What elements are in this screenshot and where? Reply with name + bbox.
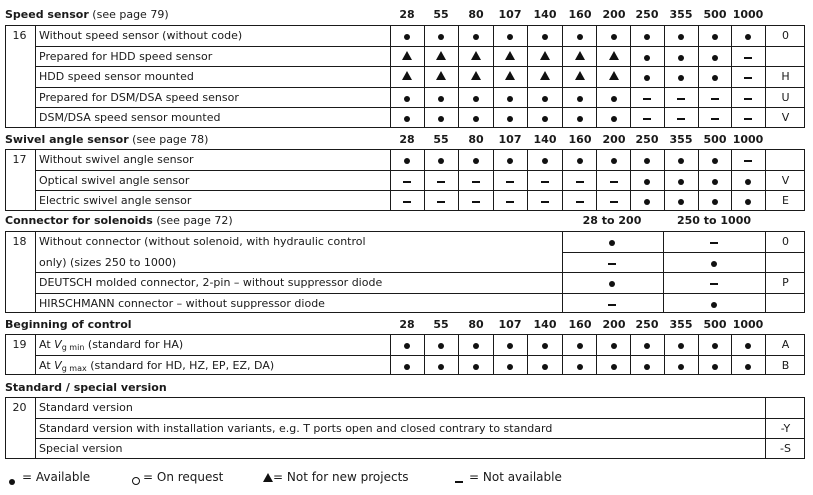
row-divider [35, 190, 805, 191]
not-available-dash [671, 113, 691, 124]
available-dot [637, 52, 657, 63]
legend-dash-icon [449, 476, 469, 487]
not-available-dash [602, 258, 622, 269]
available-dot [431, 93, 451, 104]
cell-divider [562, 25, 563, 128]
available-dot [705, 72, 725, 83]
not-available-dash [535, 176, 555, 187]
section-title-bold: Beginning of control [5, 318, 132, 331]
available-dot [500, 113, 520, 124]
section-title-note: (see page 72) [152, 214, 233, 227]
available-dot [397, 93, 417, 104]
available-dot [604, 340, 624, 351]
size-header: 80 [468, 318, 484, 331]
available-dot [704, 299, 724, 310]
size-header: 160 [568, 318, 592, 331]
not-available-dash [431, 176, 451, 187]
not-for-new-triangle [500, 71, 520, 82]
number-column-divider [35, 25, 36, 128]
section-title-bold: Connector for solenoids [5, 214, 153, 227]
size-header: 500 [703, 318, 727, 331]
size-header: 140 [533, 318, 557, 331]
available-dot [431, 113, 451, 124]
size-header: 250 [635, 8, 659, 21]
available-dot [705, 155, 725, 166]
size-header: 140 [533, 8, 557, 21]
available-dot [637, 340, 657, 351]
not-available-dash [466, 176, 486, 187]
available-dot [466, 340, 486, 351]
not-for-new-triangle [604, 71, 624, 82]
size-header: 355 [669, 133, 693, 146]
size-header: 107 [498, 8, 522, 21]
size-header: 55 [433, 8, 449, 21]
section-title [5, 214, 233, 227]
cell-divider [596, 149, 597, 211]
row-divider [35, 46, 805, 47]
group-header: 28 to 200 [582, 214, 642, 227]
available-dot [431, 340, 451, 351]
option-label: Prepared for HDD speed sensor [39, 49, 213, 63]
option-code: V [781, 111, 790, 124]
cell-divider [527, 149, 528, 211]
available-dot [466, 155, 486, 166]
available-dot [431, 31, 451, 42]
not-available-dash [570, 176, 590, 187]
option-code: U [781, 90, 790, 104]
cell-divider [731, 149, 732, 211]
not-for-new-triangle [431, 51, 451, 62]
size-header: 500 [703, 133, 727, 146]
not-available-dash [637, 93, 657, 104]
option-label: HDD speed sensor mounted [39, 70, 194, 83]
not-available-dash [738, 72, 758, 83]
code-column-divider [765, 25, 766, 128]
section-title [5, 133, 208, 146]
option-number: 18 [12, 235, 27, 248]
label-suffix: (standard for HD, HZ, EP, EZ, DA) [86, 358, 275, 372]
available-dot [671, 361, 691, 372]
size-header: 1000 [732, 318, 764, 331]
number-column-divider [35, 149, 36, 211]
available-dot [397, 155, 417, 166]
available-dot [602, 278, 622, 289]
section-title-note: (see page 79) [88, 8, 169, 21]
option-code: -S [780, 442, 791, 455]
available-dot [671, 196, 691, 207]
cell-divider [424, 149, 425, 211]
cell-divider [698, 25, 699, 128]
available-dot [738, 176, 758, 187]
not-available-dash [704, 237, 724, 248]
size-header: 55 [433, 318, 449, 331]
not-available-dash [397, 176, 417, 187]
cell-divider [664, 149, 665, 211]
size-header: 28 [399, 8, 415, 21]
size-header: 500 [703, 8, 727, 21]
cell-divider [527, 25, 528, 128]
cell-divider [493, 149, 494, 211]
option-code: H [781, 70, 790, 83]
available-dot [570, 93, 590, 104]
available-dot [535, 361, 555, 372]
available-dot [637, 155, 657, 166]
not-for-new-triangle [466, 51, 486, 62]
not-for-new-triangle [466, 71, 486, 82]
not-available-dash [604, 196, 624, 207]
size-header: 200 [602, 318, 626, 331]
available-dot [397, 361, 417, 372]
available-dot [535, 93, 555, 104]
cell-divider [390, 149, 391, 211]
not-for-new-triangle [570, 51, 590, 62]
option-code: P [782, 276, 789, 289]
not-available-dash [738, 113, 758, 124]
label-suffix: (standard for HA) [84, 338, 184, 351]
available-dot [705, 31, 725, 42]
option-label: Special version [39, 442, 123, 455]
size-header: 1000 [732, 8, 764, 21]
number-column-divider [35, 397, 36, 459]
not-for-new-triangle [604, 51, 624, 62]
available-dot [570, 340, 590, 351]
option-code: E [782, 194, 789, 207]
row-divider [35, 438, 805, 439]
available-dot [705, 176, 725, 187]
cell-divider [493, 25, 494, 128]
size-header: 355 [669, 8, 693, 21]
available-dot [500, 31, 520, 42]
size-header: 200 [602, 8, 626, 21]
available-dot [637, 361, 657, 372]
available-dot [535, 31, 555, 42]
available-dot [738, 31, 758, 42]
available-dot [705, 340, 725, 351]
section-title-bold: Speed sensor [5, 8, 89, 21]
option-code: A [781, 338, 790, 351]
section-title [5, 381, 167, 394]
available-dot [466, 113, 486, 124]
option-label: DEUTSCH molded connector, 2-pin – without suppressor diode [39, 276, 383, 289]
row-divider [35, 66, 805, 67]
cell-divider [698, 149, 699, 211]
option-label [39, 338, 183, 352]
not-available-dash [466, 196, 486, 207]
available-dot [570, 31, 590, 42]
available-dot [466, 31, 486, 42]
available-dot [705, 196, 725, 207]
not-available-dash [500, 196, 520, 207]
section-title [5, 8, 169, 21]
available-dot [604, 155, 624, 166]
not-available-dash [704, 278, 724, 289]
row-divider [35, 355, 805, 356]
label-variable: V [54, 358, 62, 372]
size-header: 28 [399, 318, 415, 331]
available-dot [671, 155, 691, 166]
size-header: 160 [568, 133, 592, 146]
size-header: 28 [399, 133, 415, 146]
not-for-new-triangle [535, 51, 555, 62]
code-column-divider [765, 149, 766, 211]
option-label: Optical swivel angle sensor [39, 173, 190, 187]
not-available-dash [570, 196, 590, 207]
available-dot [671, 176, 691, 187]
option-label: only) (sizes 250 to 1000) [39, 255, 177, 269]
available-dot [637, 196, 657, 207]
row-divider [35, 293, 805, 294]
available-dot [671, 340, 691, 351]
not-available-dash [637, 113, 657, 124]
option-label: Without connector (without solenoid, with hydraulic control [39, 235, 366, 248]
code-column-divider [765, 397, 766, 459]
label-prefix: At [39, 358, 55, 372]
option-code: 0 [782, 235, 789, 248]
size-header: 200 [602, 133, 626, 146]
cell-divider [630, 149, 631, 211]
available-dot [535, 113, 555, 124]
size-header: 107 [498, 133, 522, 146]
available-dot [500, 93, 520, 104]
available-dot [535, 340, 555, 351]
cell-divider [630, 25, 631, 128]
row-divider [35, 87, 805, 88]
available-dot [604, 93, 624, 104]
available-dot [500, 155, 520, 166]
size-header: 1000 [732, 133, 764, 146]
available-dot [738, 340, 758, 351]
legend-available: = Available [22, 470, 91, 484]
available-dot [500, 361, 520, 372]
size-header: 250 [635, 318, 659, 331]
not-available-dash [604, 176, 624, 187]
cell-divider [458, 149, 459, 211]
option-code: 0 [782, 29, 789, 42]
row-divider [35, 107, 805, 108]
cell-divider [562, 149, 563, 211]
size-header: 160 [568, 8, 592, 21]
available-dot [535, 155, 555, 166]
available-dot [705, 52, 725, 63]
available-dot [637, 176, 657, 187]
not-available-dash [671, 93, 691, 104]
not-available-dash [431, 196, 451, 207]
section-title-note: (see page 78) [128, 133, 209, 146]
section-title-bold: Standard / special version [5, 381, 167, 394]
option-label: Without swivel angle sensor [39, 153, 194, 166]
label-subscript: g max [61, 363, 87, 373]
section-title [5, 318, 132, 331]
available-dot [602, 237, 622, 248]
available-dot [431, 155, 451, 166]
available-dot [500, 340, 520, 351]
available-dot [397, 113, 417, 124]
cell-divider [596, 25, 597, 128]
label-prefix: At [39, 338, 55, 351]
not-available-dash [705, 113, 725, 124]
cell-divider [390, 25, 391, 128]
row-divider [35, 272, 805, 273]
available-dot [397, 340, 417, 351]
legend-not-for-new: = Not for new projects [273, 470, 409, 484]
not-available-dash [602, 299, 622, 310]
option-code: -Y [780, 421, 791, 435]
available-dot [705, 361, 725, 372]
available-dot [671, 72, 691, 83]
option-label: HIRSCHMANN connector – without suppressor diode [39, 296, 325, 310]
option-label: DSM/DSA speed sensor mounted [39, 111, 221, 124]
group-header: 250 to 1000 [676, 214, 752, 227]
available-dot [671, 52, 691, 63]
legend-not-available: = Not available [469, 470, 562, 484]
option-number: 17 [12, 153, 27, 166]
available-dot [570, 155, 590, 166]
available-dot [704, 258, 724, 269]
row-divider [562, 252, 805, 253]
available-dot [570, 361, 590, 372]
available-dot [397, 31, 417, 42]
legend-on-request: = On request [143, 470, 224, 484]
legend-dot-icon [2, 476, 22, 487]
not-for-new-triangle [431, 71, 451, 82]
available-dot [604, 361, 624, 372]
option-label: Standard version with installation variants, e.g. T ports open and closed contrary to standard [39, 421, 553, 435]
row-divider [35, 418, 805, 419]
option-number: 16 [12, 29, 27, 42]
size-header: 107 [498, 318, 522, 331]
option-number: 19 [12, 338, 27, 351]
row-divider [35, 170, 805, 171]
available-dot [466, 93, 486, 104]
not-for-new-triangle [535, 71, 555, 82]
size-header: 250 [635, 133, 659, 146]
size-header: 355 [669, 318, 693, 331]
not-available-dash [500, 176, 520, 187]
option-number: 20 [12, 401, 27, 414]
available-dot [671, 31, 691, 42]
available-dot [637, 72, 657, 83]
cell-divider [664, 25, 665, 128]
size-header: 80 [468, 133, 484, 146]
not-available-dash [397, 196, 417, 207]
option-code: B [781, 358, 790, 372]
option-label: Prepared for DSM/DSA speed sensor [39, 90, 239, 104]
available-dot [431, 361, 451, 372]
label-variable: V [54, 338, 62, 351]
available-dot [738, 361, 758, 372]
available-dot [738, 196, 758, 207]
option-label [39, 359, 274, 373]
label-subscript: g min [61, 343, 85, 352]
available-dot [637, 31, 657, 42]
not-available-dash [738, 52, 758, 63]
option-label: Standard version [39, 401, 133, 414]
available-dot [604, 113, 624, 124]
option-code: V [781, 173, 790, 187]
not-available-dash [535, 196, 555, 207]
not-for-new-triangle [397, 51, 417, 62]
available-dot [466, 361, 486, 372]
cell-divider [731, 25, 732, 128]
not-available-dash [738, 155, 758, 166]
size-header: 55 [433, 133, 449, 146]
not-for-new-triangle [570, 71, 590, 82]
not-for-new-triangle [397, 71, 417, 82]
cell-divider [458, 25, 459, 128]
not-available-dash [705, 93, 725, 104]
available-dot [604, 31, 624, 42]
available-dot [570, 113, 590, 124]
section-title-bold: Swivel angle sensor [5, 133, 129, 146]
size-header: 140 [533, 133, 557, 146]
option-label: Without speed sensor (without code) [39, 29, 243, 42]
option-label: Electric swivel angle sensor [39, 194, 192, 207]
not-available-dash [738, 93, 758, 104]
not-for-new-triangle [500, 51, 520, 62]
cell-divider [424, 25, 425, 128]
size-header: 80 [468, 8, 484, 21]
